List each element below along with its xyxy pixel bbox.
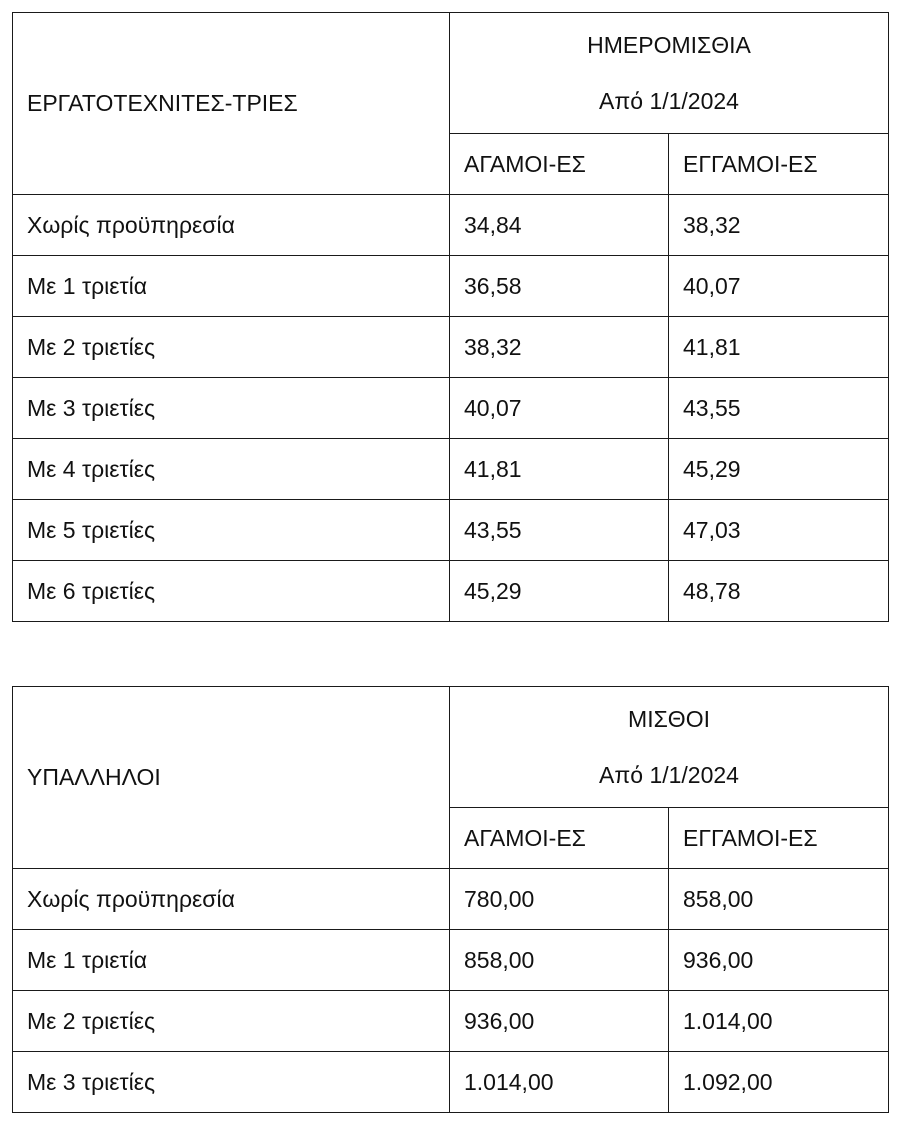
married-value: 45,29 (669, 439, 889, 500)
row-label: Με 2 τριετίες (13, 317, 450, 378)
row-label: Με 1 τριετία (13, 256, 450, 317)
column-header-married: ΕΓΓΑΜΟΙ-ΕΣ (669, 808, 889, 869)
column-header-single: ΑΓΑΜΟΙ-ΕΣ (450, 134, 669, 195)
workers-wage-table (12, 12, 889, 622)
row-label: Με 3 τριετίες (13, 1052, 450, 1113)
single-value: 38,32 (450, 317, 669, 378)
row-label: Με 4 τριετίες (13, 439, 450, 500)
married-value: 858,00 (669, 869, 889, 930)
group-date: Από 1/1/2024 (599, 762, 739, 788)
category-label: ΥΠΑΛΛΗΛΟΙ (27, 764, 161, 790)
table-row (13, 378, 889, 439)
category-label: ΕΡΓΑΤΟΤΕΧΝΙΤΕΣ-ΤΡΙΕΣ (27, 90, 298, 116)
married-value: 47,03 (669, 500, 889, 561)
table-row (13, 317, 889, 378)
single-value: 40,07 (450, 378, 669, 439)
table-row (13, 439, 889, 500)
row-label: Με 1 τριετία (13, 930, 450, 991)
single-value: 858,00 (450, 930, 669, 991)
single-value: 936,00 (450, 991, 669, 1052)
category-header (13, 13, 450, 195)
row-label: Χωρίς προϋπηρεσία (13, 195, 450, 256)
row-label: Με 5 τριετίες (13, 500, 450, 561)
married-value: 43,55 (669, 378, 889, 439)
group-date: Από 1/1/2024 (599, 88, 739, 114)
table-row (13, 500, 889, 561)
row-label: Με 6 τριετίες (13, 561, 450, 622)
table-row (13, 991, 889, 1052)
category-header (13, 687, 450, 869)
column-header-married: ΕΓΓΑΜΟΙ-ΕΣ (669, 134, 889, 195)
employees-salary-table (12, 686, 889, 1113)
single-value: 1.014,00 (450, 1052, 669, 1113)
single-value: 43,55 (450, 500, 669, 561)
married-value: 38,32 (669, 195, 889, 256)
group-title: ΗΜΕΡΟΜΙΣΘΙΑ (587, 32, 751, 58)
column-header-single: ΑΓΑΜΟΙ-ΕΣ (450, 808, 669, 869)
single-value: 34,84 (450, 195, 669, 256)
single-value: 780,00 (450, 869, 669, 930)
table-row (13, 1052, 889, 1113)
row-label: Με 2 τριετίες (13, 991, 450, 1052)
married-value: 48,78 (669, 561, 889, 622)
row-label: Με 3 τριετίες (13, 378, 450, 439)
single-value: 36,58 (450, 256, 669, 317)
group-title: ΜΙΣΘΟΙ (628, 706, 710, 732)
table-row (13, 256, 889, 317)
table-row (13, 195, 889, 256)
married-value: 41,81 (669, 317, 889, 378)
group-header (450, 687, 889, 808)
table-row (13, 561, 889, 622)
table-row (13, 930, 889, 991)
married-value: 40,07 (669, 256, 889, 317)
table-row (13, 869, 889, 930)
single-value: 41,81 (450, 439, 669, 500)
married-value: 1.092,00 (669, 1052, 889, 1113)
single-value: 45,29 (450, 561, 669, 622)
married-value: 936,00 (669, 930, 889, 991)
cropped-text-fragment (210, 1112, 450, 1136)
married-value: 1.014,00 (669, 991, 889, 1052)
group-header (450, 13, 889, 134)
row-label: Χωρίς προϋπηρεσία (13, 869, 450, 930)
